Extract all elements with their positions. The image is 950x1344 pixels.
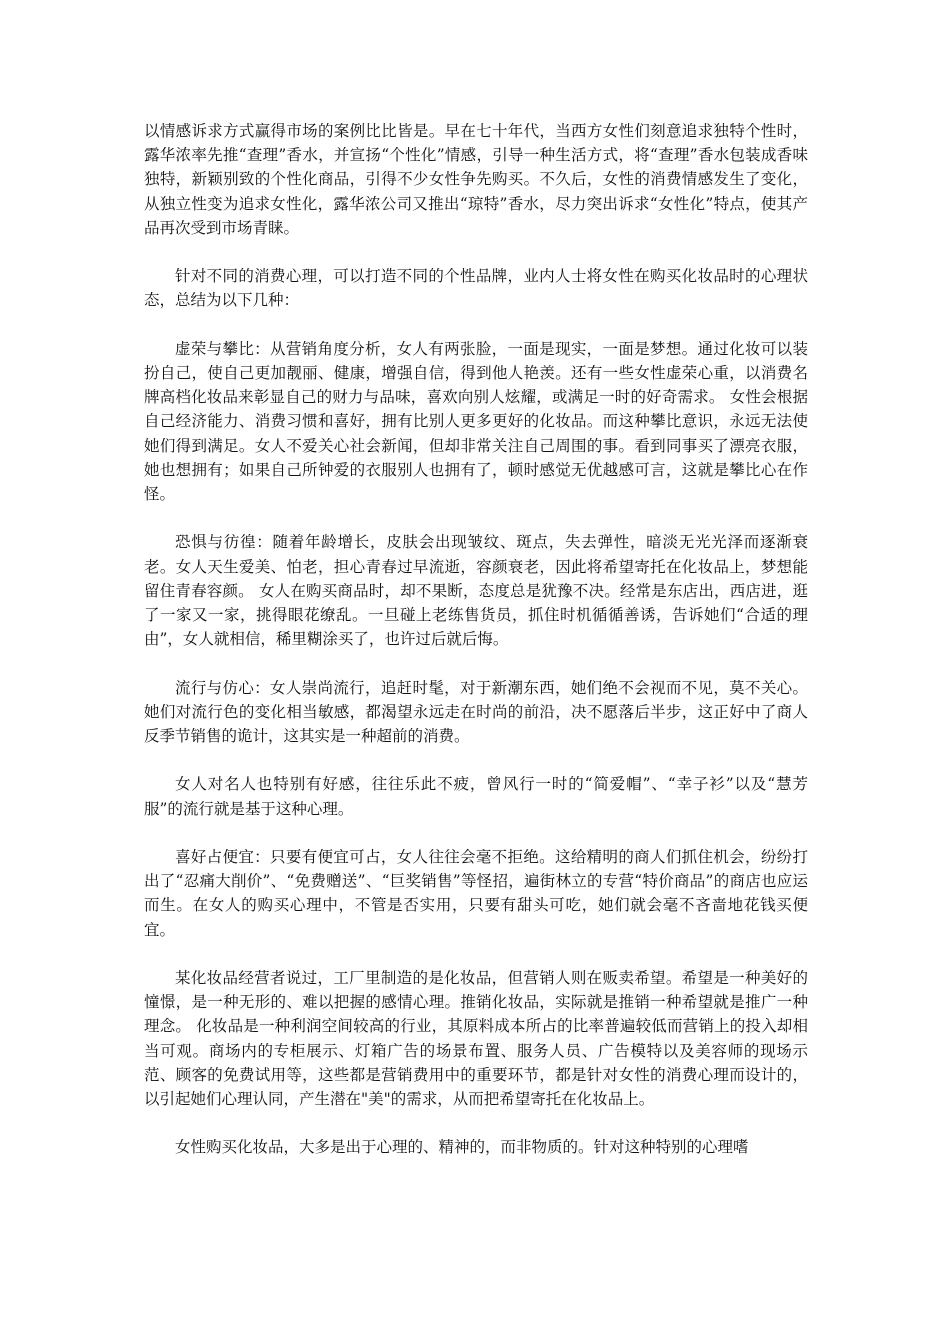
document-body xyxy=(144,119,808,1160)
paragraph-selling-hope: 某化妆品经营者说过，工厂里制造的是化妆品，但营销人则在贩卖希望。希望是一种美好的憧憬，是一种无形的、难以把握的感情心理。推销化妆品，实际就是推销一种希望就是推广一种理念。 化妆品是一种利润空间较高的行业，其原料成本所占的比率普遍较低而营销上的投入却相当可观。商场内的专柜展示、灯箱广告的场景布置、服务人员、广告模特以及美容师的现场示范、顾客的免费试用等，这些都是营销费用中的重要环节，都是针对女性的消费心理而设计的，以引起她们心理认同，产生潜在"美"的需求，从而把希望寄托在化妆品上。 xyxy=(144,969,808,1109)
paragraph-intro: 以情感诉求方式赢得市场的案例比比皆是。早在七十年代，当西方女性们刻意追求独特个性时，露华浓率先推“查理”香水，并宣扬“个性化”情感，引导一种生活方式，将“查理”香水包装成香味独特，新颖别致的个性化商品，引得不少女性争先购买。不久后，女性的消费情感发生了变化，从独立性变为追求女性化，露华浓公司又推出“琼特”香水，尽力突出诉求“女性化”特点，使其产品再次受到市场青睐。 xyxy=(144,122,808,237)
paragraph-celebrity: 女人对名人也特别有好感，往往乐此不疲，曾风行一时的“简爱帽”、“幸子衫”以及“慧芳服”的流行就是基于这种心理。 xyxy=(144,775,808,818)
paragraph-trend-imitation: 流行与仿心：女人崇尚流行，追赶时髦，对于新潮东西，她们绝不会视而不见，莫不关心。她们对流行色的变化相当敏感，都渴望永远走在时尚的前沿，决不愿落后半步，这正好中了商人反季节销售的诡计，这其实是一种超前的消费。 xyxy=(144,678,808,746)
paragraph-closing: 女性购买化妆品，大多是出于心理的、精神的，而非物质的。针对这种特别的心理嗜 xyxy=(175,1138,749,1157)
paragraph-bargains: 喜好占便宜：只要有便宜可占，女人往往会毫不拒绝。这给精明的商人们抓住机会，纷纷打出了“忍痛大削价”、“免费赠送”、“巨奖销售”等怪招，遍街林立的专营“特价商品”的商店也应运而生。在女人的购买心理中，不管是否实用，只要有甜头可吃，她们就会毫不吝啬地花钱买便宜。 xyxy=(144,848,808,939)
paragraph-fear-hesitation: 恐惧与彷徨：随着年龄增长，皮肤会出现皱纹、斑点，失去弹性，暗淡无光光泽而逐渐衰老。女人天生爱美、怕老，担心青春过早流逝，容颜衰老，因此将希望寄托在化妆品上，梦想能留住青春容颜。 女人在购买商品时，却不果断，态度总是犹豫不决。经常是东店出，西店进，逛了一家又一家，挑得眼花缭乱。一旦碰上老练售货员，抓住时机循循善诱，告诉她们“合适的理由”，女人就相信，稀里糊涂买了，也许过后就后悔。 xyxy=(144,533,808,649)
paragraph-vanity-comparison: 虚荣与攀比：从营销角度分析，女人有两张脸，一面是现实，一面是梦想。通过化妆可以装扮自己，使自己更加靓丽、健康，增强自信，得到他人艳羡。还有一些女性虚荣心重，以消费名牌高档化妆品来彰显自己的财力与品味，喜欢向别人炫耀，或满足一时的好奇需求。 女性会根据自己经济能力、消费习惯和喜好，拥有比别人更多更好的化妆品。而这种攀比意识，永远无法使她们得到满足。女人不爱关心社会新闻，但却非常关注自己周围的事。看到同事买了漂亮衣服，她也想拥有；如果自己所钟爱的衣服别人也拥有了，顿时感觉无优越感可言，这就是攀比心在作怪。 xyxy=(144,339,808,504)
paragraph-consumer-psychology: 针对不同的消费心理，可以打造不同的个性品牌，业内人士将女性在购买化妆品时的心理状态，总结为以下几种： xyxy=(144,267,808,310)
